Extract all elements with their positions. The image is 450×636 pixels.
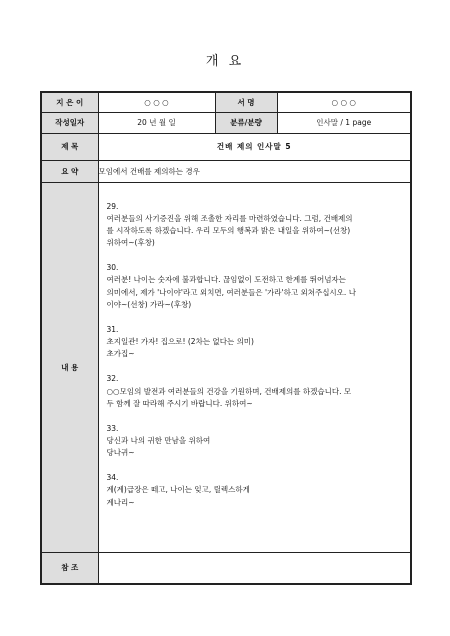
item-number: 34. (106, 473, 119, 483)
item-number: 33. (106, 423, 119, 433)
date-label: 작성일자 (41, 112, 98, 133)
reference-row (41, 552, 411, 584)
item-line: 이야~(선창) 가라~(후창) (106, 300, 192, 310)
item-number: 30. (106, 263, 119, 273)
author-row (41, 92, 411, 112)
reference-value (98, 552, 411, 584)
item-line: 두 함께 잘 따라해 주시기 바랍니다. 위하여~ (106, 398, 253, 408)
item-line: 여러분들의 사기증진을 위해 조촐한 자리를 마련하였습니다. 그럼, 건배제의 (106, 213, 353, 223)
item-number: 32. (106, 374, 119, 384)
content-item (107, 472, 401, 509)
reference-label: 참 조 (41, 552, 98, 584)
item-number: 31. (106, 324, 119, 334)
author-label: 지 은 이 (41, 92, 98, 112)
item-number: 29. (106, 201, 119, 211)
item-line: 초지일관! 가자! 집으로! (2차는 없다는 의미) (106, 337, 254, 347)
content-item (107, 324, 401, 361)
signature-value: ○ ○ ○ (277, 92, 411, 112)
subject-label: 제 목 (41, 133, 98, 160)
category-value: 인사말 / 1 page (277, 112, 411, 133)
document-title: 개 요 (205, 54, 245, 69)
signature-label: 서 명 (215, 92, 277, 112)
summary-label: 요 약 (41, 160, 98, 182)
item-line: 계나리~ (106, 497, 135, 507)
item-line: 당신과 나의 귀한 만남을 위하여 (106, 435, 211, 445)
content-row (41, 182, 411, 552)
item-line: 당나귀~ (106, 448, 135, 458)
date-row (41, 112, 411, 133)
summary-row (41, 160, 411, 182)
content-item (107, 373, 401, 410)
item-line: 여러분! 나이는 숫자에 불과합니다. 끊임없이 도전하고 한계를 뛰어넘자는 (106, 275, 346, 285)
content-label: 내 용 (41, 182, 98, 552)
item-line: 초가집~ (106, 349, 135, 359)
item-line: ○○모임의 발전과 여러분들의 건강을 기원하며, 건배제의를 하겠습니다. 모 (106, 386, 352, 396)
item-line: 의미에서, 제가 '나이야'라고 외치면, 여러분들은 '가라'하고 외쳐주십시오. 나 (106, 287, 356, 297)
content-item (107, 423, 401, 460)
subject-row (41, 133, 411, 160)
content-item (107, 201, 401, 250)
item-line: 계(계)급장은 떼고, 나이는 잊고, 릴렉스하게 (106, 485, 250, 495)
content-body (98, 182, 411, 552)
content-item (107, 262, 401, 311)
summary-value: 모임에서 건배를 제의하는 경우 (98, 160, 411, 182)
category-label: 분류/분량 (215, 112, 277, 133)
author-value: ○ ○ ○ (98, 92, 215, 112)
subject-value: 건배 제의 인사말 5 (98, 133, 411, 160)
summary-form-table (40, 91, 412, 585)
item-line: 를 시작하도록 하겠습니다. 우리 모두의 행복과 밝은 내일을 위하여~(선창) (106, 226, 351, 236)
item-line: 위하여~(후창) (106, 238, 155, 248)
date-value: 20 년 월 일 (98, 112, 215, 133)
